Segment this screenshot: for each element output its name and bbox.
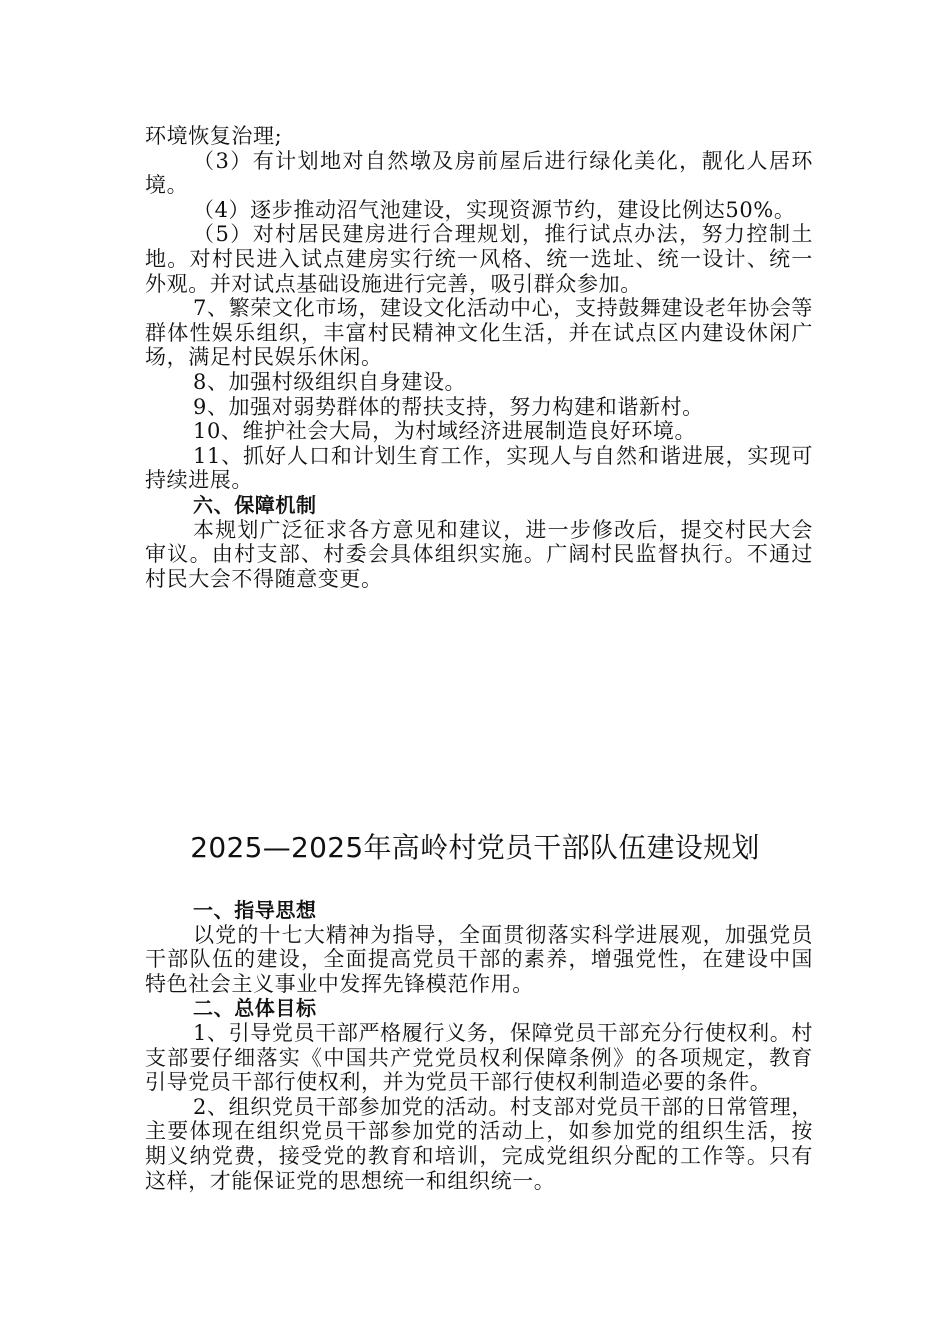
plan-continuation	[145, 124, 813, 591]
paragraph-item-9: 9、加强对弱势群体的帮扶支持，努力构建和谐新村。	[193, 394, 704, 419]
paragraph-safeguard: 本规划广泛征求各方意见和建议，进一步修改后，提交村民大会审议。由村支部、村委会具体组织实施。广阔村民监督执行。不通过村民大会不得随意变更。	[145, 517, 813, 591]
paragraph-item-3: （3）有计划地对自然墩及房前屋后进行绿化美化，靓化人居环境。	[145, 148, 813, 198]
cadre-plan-body	[145, 898, 813, 1193]
paragraph-goal-1: 1、引导党员干部严格履行义务，保障党员干部充分行使权利。村支部要仔细落实《中国共产党党员权利保障条例》的各项规定，教育引导党员干部行使权利，并为党员干部行使权利制造必要的条件。	[145, 1020, 813, 1095]
paragraph-item-5: （5）对村居民建房进行合理规划，推行试点办法，努力控制土地。对村民进入试点建房实行统一风格、统一选址、统一设计、统一外观。并对试点基础设施进行完善，吸引群众参加。	[145, 222, 813, 296]
paragraph-item-11: 11、抓好人口和计划生育工作，实现人与自然和谐进展，实现可持续进展。	[145, 443, 813, 493]
page-title: 2025—2025年高岭村党员干部队伍建设规划	[190, 831, 760, 864]
paragraph-env-restore: 环境恢复治理;	[145, 124, 283, 148]
heading-safeguard: 六、保障机制	[193, 492, 317, 517]
paragraph-guiding-ideology: 以党的十七大精神为指导，全面贯彻落实科学进展观，加强党员干部队伍的建设，全面提高党员干部的素养，增强党性，在建设中国特色社会主义事业中发挥先锋模范作用。	[145, 922, 813, 996]
paragraph-item-10: 10、维护社会大局，为村域经济进展制造良好环境。	[193, 419, 697, 444]
heading-overall-goals: 二、总体目标	[193, 996, 317, 1021]
paragraph-goal-2: 2、组织党员干部参加党的活动。村支部对党员干部的日常管理，主要体现在组织党员干部参加党的活动上，如参加党的组织生活，按期义纳党费，接受党的教育和培训，完成党组织分配的工作等。只有这样，才能保证党的思想统一和组织统一。	[145, 1094, 813, 1193]
paragraph-item-8: 8、加强村级组织自身建设。	[193, 369, 467, 394]
paragraph-item-7: 7、繁荣文化市场，建设文化活动中心，支持鼓舞建设老年协会等群体性娱乐组织，丰富村民精神文化生活，并在试点区内建设休闲广场，满足村民娱乐休闲。	[145, 296, 813, 370]
paragraph-item-4: （4）逐步推动沼气池建设，实现资源节约，建设比例达50%。	[193, 197, 796, 222]
heading-guiding-ideology: 一、指导思想	[193, 898, 317, 922]
